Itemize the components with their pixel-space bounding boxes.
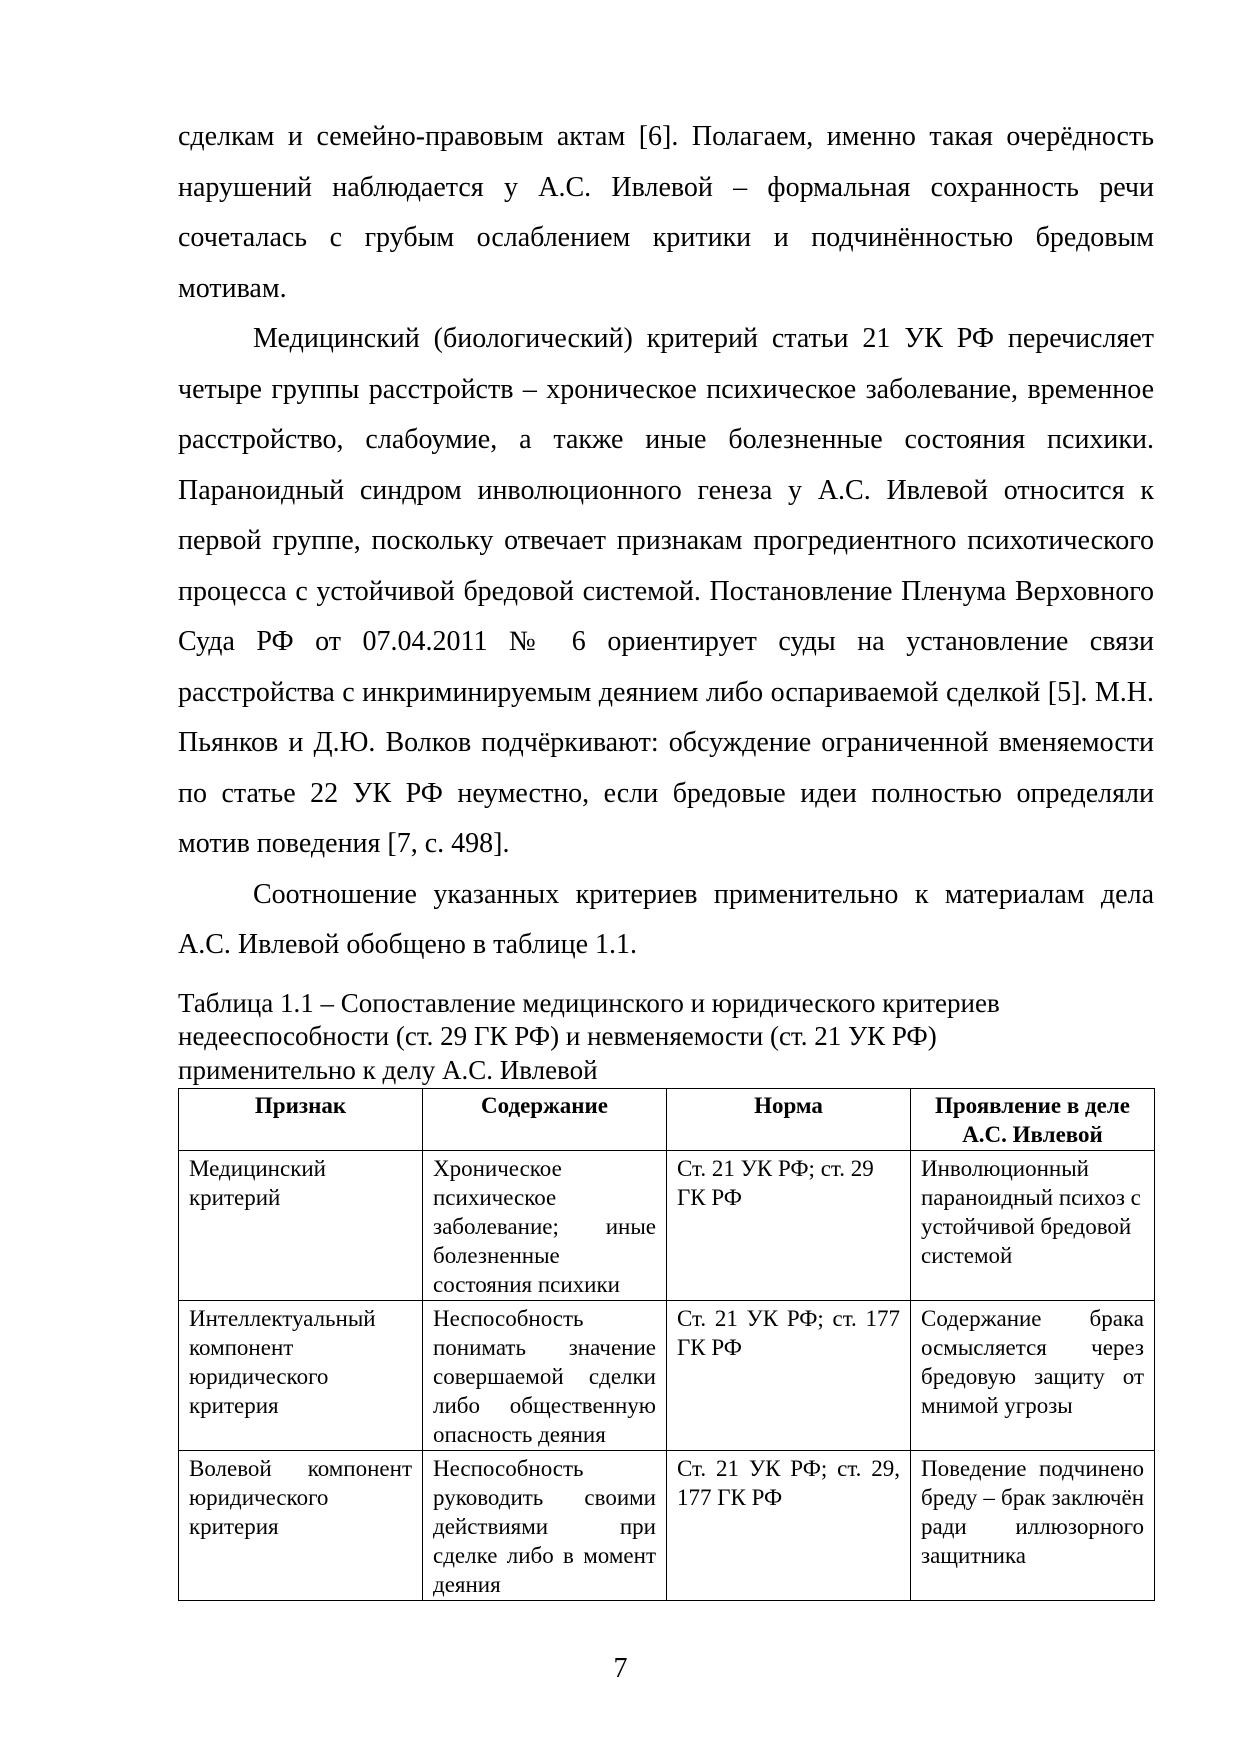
table-caption-line-1: Таблица 1.1 – Сопоставление медицинского и юридического критериев: [178, 987, 1000, 1018]
cell-norm: Ст. 21 УК РФ; ст. 177 ГК РФ: [667, 1301, 911, 1451]
table-row: [179, 1301, 1155, 1451]
cell-content: Неспособность руководить своими действиями при сделке либо в момент деяния: [423, 1451, 667, 1601]
cell-content: Неспособность понимать значение совершаемой сделки либо общественную опасность деяния: [423, 1301, 667, 1451]
cell-manifestation: Содержание брака осмысляется через бредовую защиту от мнимой угрозы: [911, 1301, 1155, 1451]
cell-sign: Волевой компонент юридического критерия: [179, 1451, 423, 1601]
table-row: [179, 1151, 1155, 1301]
table-row: [179, 1451, 1155, 1601]
cell-manifestation: Инволюционный параноидный психоз с устойчивой бредовой системой: [911, 1151, 1155, 1301]
header-manifestation: [911, 1089, 1155, 1151]
page-body: [178, 112, 1154, 1601]
table-caption-line-3: применительно к делу А.С. Ивлевой: [178, 1054, 598, 1085]
cell-manifestation: Поведение подчинено бреду – брак заключён ради иллюзорного защитника: [911, 1451, 1155, 1601]
cell-sign: Интеллектуальный компонент юридического критерия: [179, 1301, 423, 1451]
paragraph-2: Медицинский (биологический) критерий статьи 21 УК РФ перечисляет четыре группы расстройств – хроническое психическое заболевание, временное расстройство, слабоумие, а также иные болезненные состояния психики. Параноидный синдром инволюционного генеза у А.С. Ивлевой относится к первой группе, поскольку отвечает признакам прогредиентного психотического процесса с устойчивой бредовой системой. Постановление Пленума Верховного Суда РФ от 07.04.2011 № 6 ориентирует суды на установление связи расстройства с инкриминируемым деянием либо оспариваемой сделкой [5]. М.Н. Пьянков и Д.Ю. Волков подчёркивают: обсуждение ограниченной вменяемости по статье 22 УК РФ неуместно, если бредовые идеи полностью определяли мотив поведения [7, с. 498].: [178, 323, 1154, 859]
header-manifestation-line-2: А.С. Ивлевой: [962, 1122, 1103, 1147]
criteria-table: [178, 1088, 1155, 1601]
page-number: 7: [613, 1653, 628, 1684]
cell-norm: Ст. 21 УК РФ; ст. 29, 177 ГК РФ: [667, 1451, 911, 1601]
paragraph-3: Соотношение указанных критериев применительно к материалам дела А.С. Ивлевой обобщено в таблице 1.1.: [178, 878, 1154, 960]
table-caption: [178, 987, 1154, 1088]
paragraph-1: сделкам и семейно-правовым актам [6]. Полагаем, именно такая очерёдность нарушений наблюдается у А.С. Ивлевой – формальная сохранность речи сочеталась с грубым ослаблением критики и подчинённостью бредовым мотивам.: [178, 121, 1154, 304]
cell-sign: Медицинский критерий: [179, 1151, 423, 1301]
header-norm: Норма: [667, 1089, 911, 1151]
table-header-row: [179, 1089, 1155, 1151]
header-content: Содержание: [423, 1089, 667, 1151]
cell-norm: Ст. 21 УК РФ; ст. 29 ГК РФ: [667, 1151, 911, 1301]
cell-content: Хроническое психическое заболевание; иные болезненные состояния психики: [423, 1151, 667, 1301]
header-manifestation-line-1: Проявление в деле: [934, 1093, 1130, 1118]
table-caption-line-2: недееспособности (ст. 29 ГК РФ) и невменяемости (ст. 21 УК РФ): [178, 1021, 937, 1051]
header-sign: Признак: [179, 1089, 423, 1151]
